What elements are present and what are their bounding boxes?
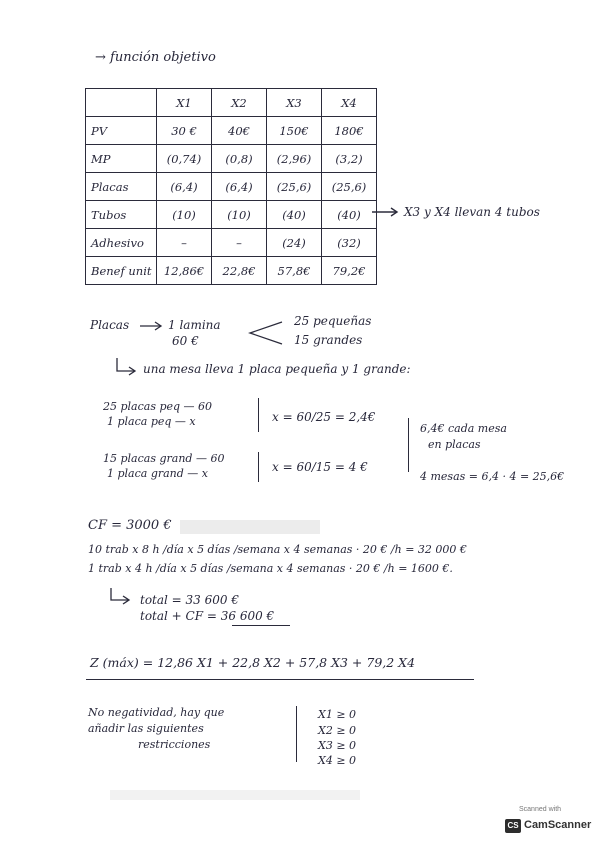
restriction-x2: X2 ≥ 0 (318, 724, 357, 737)
table-cell: (32) (322, 229, 377, 257)
arrow-right-icon (370, 206, 400, 218)
table-row (86, 145, 377, 173)
scanned-with-text: Scanned with (519, 806, 562, 813)
four-mesas: 4 mesas = 6,4 · 4 = 25,6€ (420, 470, 565, 483)
table-cell: – (157, 229, 212, 257)
table-cell: (2,96) (267, 145, 322, 173)
labor-calc-1: 10 trab x 8 h /día x 5 días /semana x 4 semanas · 20 € /h = 32 000 € (88, 543, 467, 556)
peq-line-1: 25 placas peq — 60 (103, 400, 213, 413)
row-label: Adhesivo (86, 229, 157, 257)
restriction-x4: X4 ≥ 0 (318, 754, 357, 767)
mesa-note: una mesa lleva 1 placa pequeña y 1 grande: (143, 362, 411, 376)
table-row (86, 229, 377, 257)
table-cell: – (212, 229, 267, 257)
divider (408, 418, 409, 472)
header-cell: X3 (267, 89, 322, 117)
restriction-x1: X1 ≥ 0 (318, 708, 357, 721)
table-cell: (10) (212, 201, 267, 229)
gra-calc: x = 60/15 = 4 € (272, 460, 368, 474)
total-with-cf: total + CF = 36 600 € (140, 609, 275, 623)
table-header-row (86, 89, 377, 117)
table-row (86, 117, 377, 145)
divider (296, 706, 297, 762)
table-cell: 12,86€ (157, 257, 212, 285)
table-cell: (3,2) (322, 145, 377, 173)
table-cell: (25,6) (267, 173, 322, 201)
underline (86, 679, 474, 680)
table-cell: 180€ (322, 117, 377, 145)
peq-line-2: 1 placa peq — x (107, 415, 196, 428)
gra-line-1: 15 placas grand — 60 (103, 452, 225, 465)
table-cell: 79,2€ (322, 257, 377, 285)
table-cell: (0,8) (212, 145, 267, 173)
table-cell: (0,74) (157, 145, 212, 173)
restrictions-text-1: No negatividad, hay que (88, 706, 225, 719)
camscanner-logo-icon: CS (505, 819, 521, 833)
table-cell: 150€ (267, 117, 322, 145)
restrictions-text-2: añadir las siguientes (88, 722, 204, 735)
fixed-cost: CF = 3000 € (88, 518, 172, 533)
gra-line-2: 1 placa grand — x (107, 467, 209, 480)
section-heading: → función objetivo (95, 50, 216, 65)
scan-shadow (110, 790, 360, 800)
table-cell: (6,4) (212, 173, 267, 201)
table-cell: 22,8€ (212, 257, 267, 285)
lamina-price: 60 € (172, 334, 199, 348)
header-cell: X4 (322, 89, 377, 117)
total-cost: total = 33 600 € (140, 593, 239, 607)
cost-table (85, 88, 377, 285)
peq-calc: x = 60/25 = 2,4€ (272, 410, 376, 424)
header-cell: X1 (157, 89, 212, 117)
table-cell: (40) (322, 201, 377, 229)
table-cell: 57,8€ (267, 257, 322, 285)
labor-calc-2: 1 trab x 4 h /día x 5 días /semana x 4 semanas · 20 € /h = 1600 €. (88, 562, 453, 575)
camscanner-stamp (505, 806, 592, 838)
split-bracket-icon (246, 318, 286, 348)
restrictions-text-3: restricciones (138, 738, 211, 751)
divider (258, 452, 259, 482)
large-plates: 15 grandes (294, 333, 363, 347)
row-label: PV (86, 117, 157, 145)
hook-arrow-icon (114, 356, 140, 378)
row-label: MP (86, 145, 157, 173)
row-label: Benef unit (86, 257, 157, 285)
lamina-label: 1 lamina (168, 318, 221, 332)
table-cell: (24) (267, 229, 322, 257)
scan-shadow (180, 520, 320, 534)
mesa-cost-2: en placas (428, 438, 481, 451)
objective-function: Z (máx) = 12,86 X1 + 22,8 X2 + 57,8 X3 + 79,2 X4 (90, 655, 416, 670)
table-cell: (10) (157, 201, 212, 229)
restriction-x3: X3 ≥ 0 (318, 739, 357, 752)
arrow-right-icon (138, 320, 164, 332)
table-cell: (40) (267, 201, 322, 229)
row-label: Placas (86, 173, 157, 201)
row-label: Tubos (86, 201, 157, 229)
table-cell: (25,6) (322, 173, 377, 201)
table-row (86, 257, 377, 285)
table-row (86, 173, 377, 201)
placas-label: Placas (90, 318, 130, 332)
table-cell: 30 € (157, 117, 212, 145)
divider (258, 398, 259, 432)
table-cell: (6,4) (157, 173, 212, 201)
table-cell: 40€ (212, 117, 267, 145)
hook-arrow-icon (108, 586, 134, 608)
tubos-note: X3 y X4 llevan 4 tubos (404, 205, 540, 219)
mesa-cost: 6,4€ cada mesa (420, 422, 507, 435)
underline (232, 625, 290, 626)
table-row (86, 201, 377, 229)
header-cell: X2 (212, 89, 267, 117)
header-cell (86, 89, 157, 117)
camscanner-brand: CamScanner (524, 819, 592, 831)
small-plates: 25 pequeñas (294, 314, 372, 328)
